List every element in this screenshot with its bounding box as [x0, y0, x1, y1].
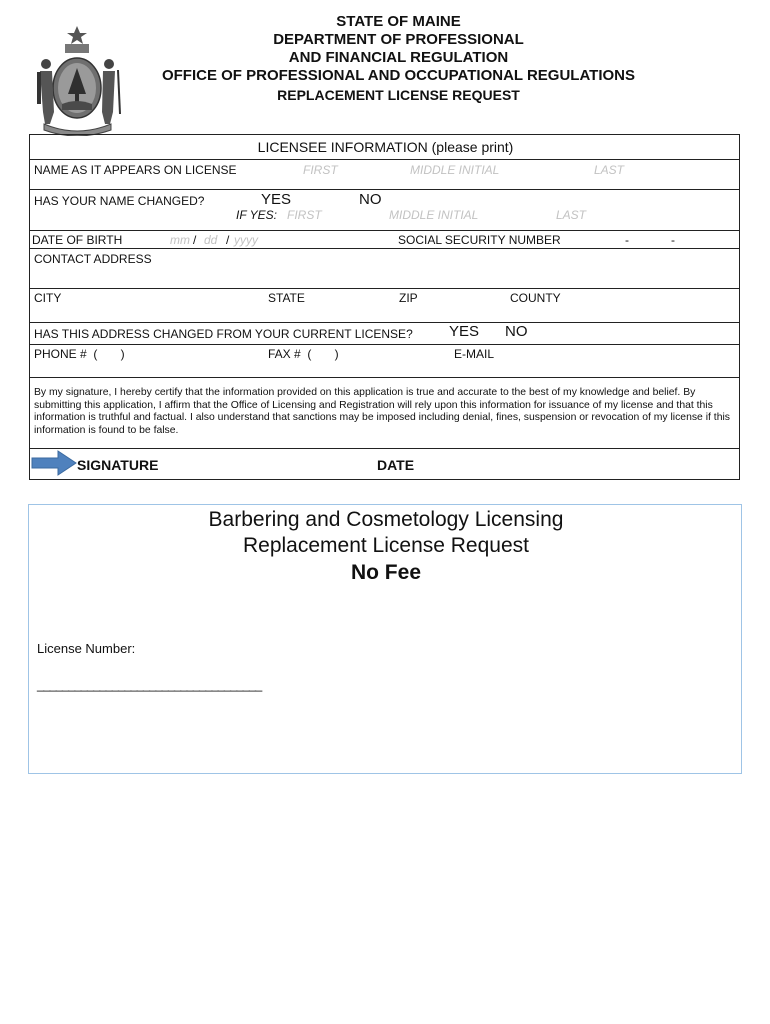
fax-label: FAX # ( ): [268, 347, 339, 361]
dob-slash: /: [193, 233, 197, 247]
license-number-field[interactable]: ____________________________________: [37, 677, 262, 692]
certification-text: By my signature, I hereby certify that the information provided on this application is true and accurate to the best of my knowledge and belief. By submitting this application, I affirm that the Office of Licensing and Registration will rely upon this information for issuance of my license and that this information is truthful and factual. I also understand that sanctions may be imposed including denial, fines, suspension or revocation of my license if this information is found to be false.: [34, 387, 730, 436]
address-changed-no-option[interactable]: NO: [505, 323, 528, 340]
phone-label: PHONE # ( ): [34, 347, 125, 361]
dob-month-field[interactable]: mm: [170, 233, 190, 247]
date-of-birth-label: DATE OF BIRTH: [32, 233, 123, 247]
ssn-label: SOCIAL SECURITY NUMBER: [398, 233, 561, 247]
maine-state-seal: [30, 24, 125, 136]
section-title: LICENSEE INFORMATION (please print): [257, 139, 514, 155]
dob-day-field[interactable]: dd: [204, 233, 218, 247]
address-changed-label: HAS THIS ADDRESS CHANGED FROM YOUR CURRENT LICENSE?: [34, 327, 413, 341]
header-line-regulation: AND FINANCIAL REGULATION: [288, 49, 509, 66]
name-last-field[interactable]: LAST: [594, 163, 625, 177]
name-label: NAME AS IT APPEARS ON LICENSE: [34, 163, 237, 177]
address-changed-yes-option[interactable]: YES: [449, 323, 480, 340]
header-line-state: STATE OF MAINE: [336, 13, 461, 30]
licensing-info-box: [28, 504, 742, 774]
box-title-fee: No Fee: [350, 561, 421, 584]
ssn-dash: -: [625, 233, 629, 247]
state-label: STATE: [268, 291, 305, 305]
new-name-last-field[interactable]: LAST: [556, 208, 587, 222]
date-label: DATE: [377, 457, 415, 473]
new-name-first-field[interactable]: FIRST: [287, 208, 322, 222]
ssn-dash: -: [671, 233, 675, 247]
box-title-program: Barbering and Cosmetology Licensing: [208, 508, 564, 531]
name-changed-no-option[interactable]: NO: [359, 191, 382, 208]
header-line-department: DEPARTMENT OF PROFESSIONAL: [273, 31, 524, 48]
header-line-office: OFFICE OF PROFESSIONAL AND OCCUPATIONAL REGULATIONS: [161, 67, 636, 84]
name-first-field[interactable]: FIRST: [303, 163, 338, 177]
license-number-label: License Number:: [37, 641, 136, 656]
zip-label: ZIP: [399, 291, 418, 305]
dirigo-banner: [65, 44, 89, 53]
name-changed-yes-option[interactable]: YES: [261, 191, 292, 208]
arrow-right-icon: [30, 450, 78, 476]
dob-year-field[interactable]: yyyy: [234, 233, 258, 247]
licensee-information-form: [29, 134, 740, 480]
contact-address-label: CONTACT ADDRESS: [34, 252, 152, 266]
city-label: CITY: [34, 291, 62, 305]
box-title-request: Replacement License Request: [242, 534, 529, 557]
email-label: E-MAIL: [454, 347, 495, 361]
if-yes-label: IF YES:: [236, 208, 277, 222]
county-label: COUNTY: [510, 291, 561, 305]
name-middle-initial-field[interactable]: MIDDLE INITIAL: [410, 163, 500, 177]
header-line-request: REPLACEMENT LICENSE REQUEST: [277, 87, 520, 103]
signature-label: SIGNATURE: [77, 457, 159, 473]
dob-slash: /: [226, 233, 230, 247]
new-name-middle-initial-field[interactable]: MIDDLE INITIAL: [389, 208, 479, 222]
name-changed-label: HAS YOUR NAME CHANGED?: [34, 194, 205, 208]
